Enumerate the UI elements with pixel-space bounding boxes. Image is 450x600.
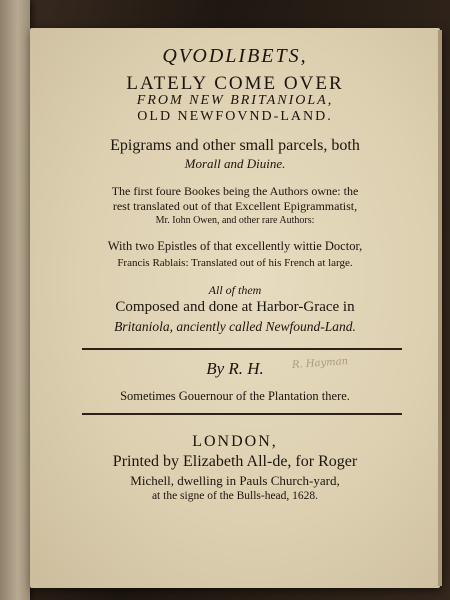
governor-line: Sometimes Gouernour of the Plantation there. xyxy=(120,389,350,403)
book-title: QVODLIBETS, xyxy=(162,45,308,67)
printer-line-2: Michell, dwelling in Pauls Church-yard, xyxy=(130,473,340,488)
books-line-3: Mr. Iohn Owen, and other rare Authors: xyxy=(155,215,315,226)
handwritten-signature: R. Hayman xyxy=(291,356,349,371)
all-of-them: All of them xyxy=(208,283,262,297)
subtitle-line-2: FROM NEW BRITANIOLA, xyxy=(136,93,334,108)
epigrams-line-2: Morall and Diuine. xyxy=(184,156,286,171)
divider-top xyxy=(82,348,402,350)
page-stack-edge xyxy=(438,30,442,586)
composed-line-1: Composed and done at Harbor-Grace in xyxy=(115,299,355,315)
books-line-2: rest translated out of that Excellent Epigrammatist, xyxy=(112,199,358,213)
books-line-1: The first foure Bookes being the Authors owne: the xyxy=(111,184,359,198)
subtitle-line-3: OLD NEWFOVND-LAND. xyxy=(137,109,333,124)
epistles-line-2: Francis Rablais: Translated out of his French at large. xyxy=(117,257,353,269)
printer-line-1: Printed by Elizabeth All-de, for Roger xyxy=(112,453,358,470)
subtitle-line-1: LATELY COME OVER xyxy=(126,73,344,94)
printer-line-3: at the signe of the Bulls-head, 1628. xyxy=(151,490,319,502)
epistles-line-1: With two Epistles of that excellently wittie Doctor, xyxy=(107,239,363,253)
epigrams-line-1: Epigrams and other small parcels, both xyxy=(110,137,360,154)
composed-line-2: Britaniola, anciently called Newfound-Land. xyxy=(114,319,356,334)
imprint-place: LONDON, xyxy=(192,433,278,450)
facing-page-edge xyxy=(0,0,30,600)
author-byline: By R. H. xyxy=(206,359,264,378)
divider-bottom xyxy=(82,413,402,415)
